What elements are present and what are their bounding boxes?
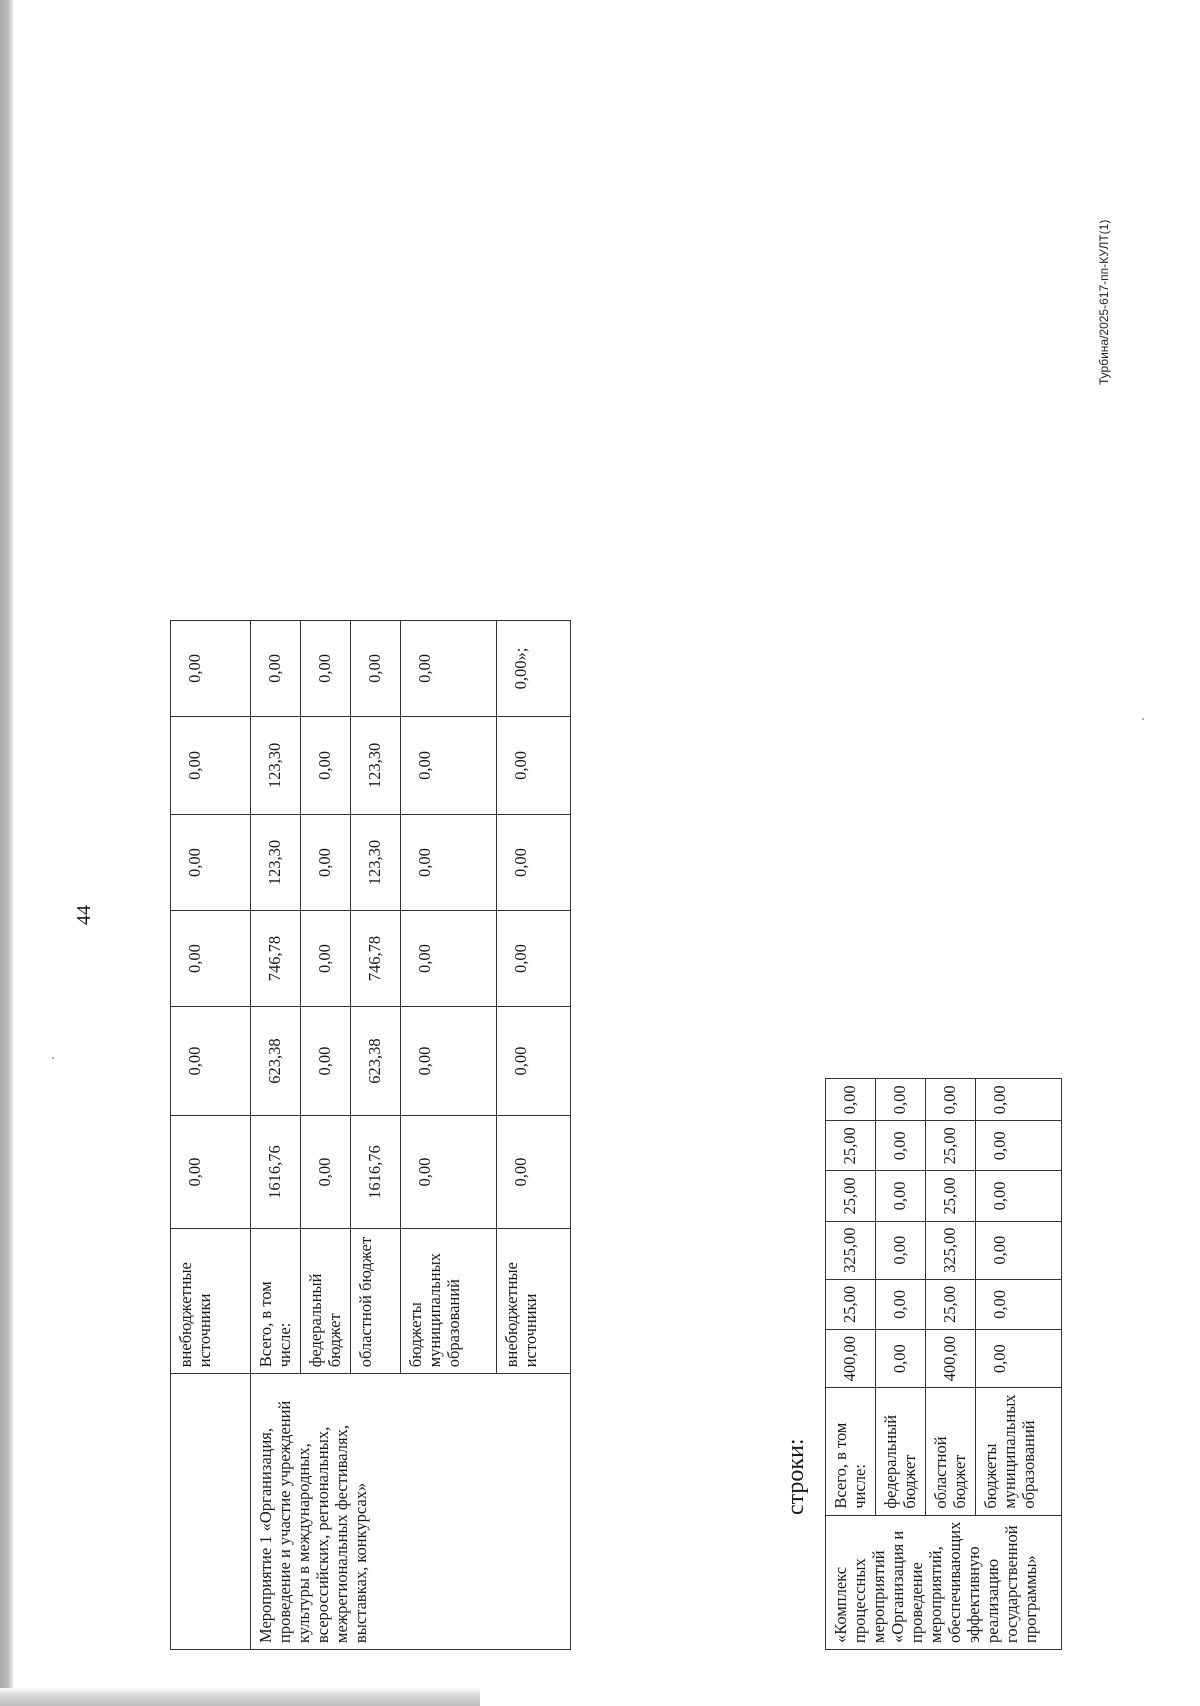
source-cell: Всего, в том числе:	[251, 1229, 301, 1374]
value-cell: 123,30	[351, 815, 401, 911]
value-cell: 0,00	[301, 911, 351, 1007]
value-cell: 325,00	[826, 1221, 876, 1279]
value-cell: 0,00	[976, 1079, 1062, 1121]
empty-measure-cell	[171, 1374, 251, 1650]
value-cell: 0,00	[251, 621, 301, 717]
value-cell: 0,00	[171, 1007, 251, 1116]
measure-title-cell: Мероприятие 1 «Организация, проведение и участие учреждений культуры в международных, всероссийских, региональных, межрегиональных фестивалях, выставках, конкурсах»	[251, 1374, 571, 1650]
scan-shadow-bottom	[0, 1688, 480, 1706]
value-cell: 0,00	[171, 716, 251, 814]
value-cell: 0,00	[301, 716, 351, 814]
value-cell: 0,00	[876, 1079, 926, 1121]
source-cell: Всего, в том числе:	[826, 1388, 876, 1515]
value-cell: 0,00	[171, 621, 251, 717]
value-cell: 0,00	[401, 1116, 497, 1229]
scan-shadow-left	[0, 0, 13, 1706]
value-cell: 0,00	[301, 621, 351, 717]
value-cell: 0,00	[171, 911, 251, 1007]
value-cell: 123,30	[251, 815, 301, 911]
source-cell: внебюджетные источники	[497, 1229, 571, 1374]
value-cell: 0,00	[301, 1007, 351, 1116]
value-cell: 25,00	[826, 1171, 876, 1221]
value-cell: 0,00	[976, 1121, 1062, 1171]
value-cell: 123,30	[351, 716, 401, 814]
source-cell: областной бюджет	[926, 1388, 976, 1515]
document-code: Турбина/2025-617-пп-КУЛТ(1)	[1097, 219, 1111, 385]
source-cell: внебюджетные источники	[171, 1229, 251, 1374]
value-cell: 0,00	[497, 1116, 571, 1229]
value-cell: 0,00	[171, 1116, 251, 1229]
value-cell: 0,00	[401, 1007, 497, 1116]
value-cell: 0,00	[926, 1079, 976, 1121]
value-cell: 25,00	[926, 1121, 976, 1171]
value-cell: 623,38	[351, 1007, 401, 1116]
value-cell: 0,00	[401, 911, 497, 1007]
scan-speck	[1142, 718, 1144, 720]
table-row	[251, 621, 301, 1650]
value-cell: 0,00	[876, 1330, 926, 1388]
source-cell: областной бюджет	[351, 1229, 401, 1374]
value-cell: 746,78	[351, 911, 401, 1007]
source-cell: бюджеты муниципальных образований	[401, 1229, 497, 1374]
value-cell: 1616,76	[351, 1116, 401, 1229]
rows-label: строки:	[783, 1438, 809, 1515]
value-cell: 325,00	[926, 1221, 976, 1279]
value-cell: 25,00	[826, 1279, 876, 1329]
value-cell: 0,00	[401, 621, 497, 717]
value-cell: 25,00	[926, 1279, 976, 1329]
value-cell: 0,00	[976, 1279, 1062, 1329]
value-cell: 623,38	[251, 1007, 301, 1116]
value-cell: 0,00	[497, 1007, 571, 1116]
value-cell: 0,00	[976, 1330, 1062, 1388]
table-row	[171, 621, 251, 1650]
value-cell: 25,00	[926, 1171, 976, 1221]
page-number: 44	[73, 905, 95, 925]
source-cell: бюджеты муниципальных образований	[976, 1388, 1062, 1515]
funding-table-measure-1	[170, 620, 571, 1650]
value-cell: 0,00	[401, 716, 497, 814]
value-cell: 0,00	[497, 911, 571, 1007]
value-cell: 0,00	[876, 1171, 926, 1221]
value-cell: 25,00	[826, 1121, 876, 1171]
table-row	[826, 1079, 876, 1650]
value-cell: 0,00	[171, 815, 251, 911]
value-cell: 1616,76	[251, 1116, 301, 1229]
value-cell: 0,00	[876, 1279, 926, 1329]
value-cell: 123,30	[251, 716, 301, 814]
source-cell: федеральный бюджет	[301, 1229, 351, 1374]
value-cell: 0,00	[876, 1121, 926, 1171]
value-cell: 0,00»;	[497, 621, 571, 717]
value-cell: 746,78	[251, 911, 301, 1007]
scan-speck	[52, 1057, 54, 1059]
complex-title-cell: «Комплекс процессных мероприятий «Организация и проведение мероприятий, обеспечивающих эффективную реализацию государственной программы»	[826, 1515, 1062, 1649]
source-cell: федеральный бюджет	[876, 1388, 926, 1515]
value-cell: 0,00	[976, 1171, 1062, 1221]
value-cell: 0,00	[826, 1079, 876, 1121]
value-cell: 0,00	[497, 716, 571, 814]
value-cell: 400,00	[826, 1330, 876, 1388]
value-cell: 0,00	[351, 621, 401, 717]
value-cell: 0,00	[301, 1116, 351, 1229]
value-cell: 0,00	[497, 815, 571, 911]
value-cell: 0,00	[976, 1221, 1062, 1279]
value-cell: 400,00	[926, 1330, 976, 1388]
value-cell: 0,00	[876, 1221, 926, 1279]
value-cell: 0,00	[401, 815, 497, 911]
funding-table-process-complex	[825, 1078, 1062, 1650]
value-cell: 0,00	[301, 815, 351, 911]
